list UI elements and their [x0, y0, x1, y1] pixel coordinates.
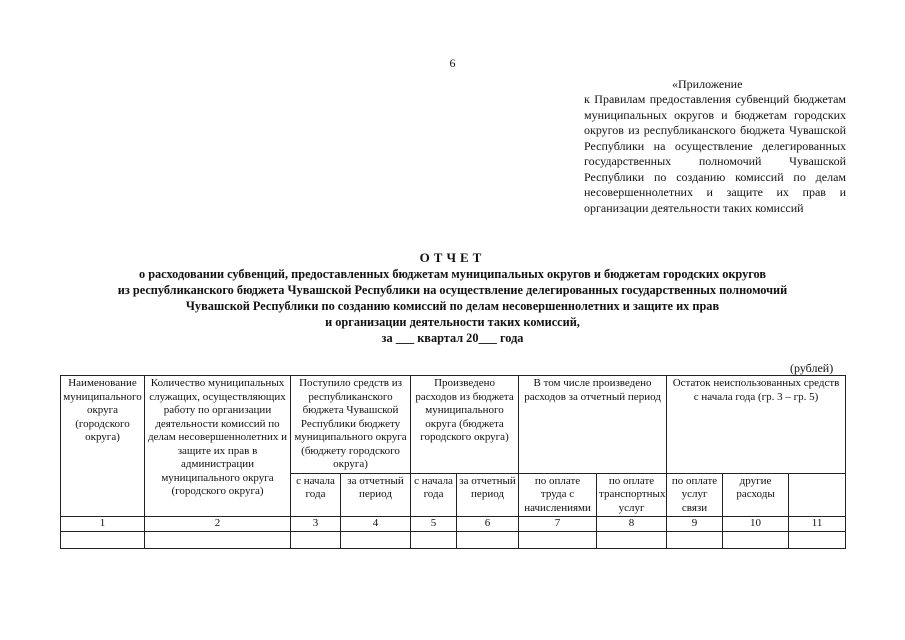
column-number: 8	[597, 517, 667, 532]
subtitle-line: о расходовании субвенций, предоставленных бюджетам муниципальных округов и бюджетам городских округов	[138, 267, 767, 281]
page-number: 6	[449, 56, 456, 70]
column-number: 4	[341, 517, 411, 532]
header-produced: Произведено расходов из бюджета муниципального округа (бюджета городского округа)	[411, 376, 519, 474]
table-cell	[145, 531, 291, 548]
header-received: Поступило средств из республиканского бюджета Чувашской Республики бюджету муниципального округа (бюджету городского округа)	[291, 376, 411, 474]
subheader-c11-blank	[789, 473, 846, 517]
column-number: 11	[789, 517, 846, 532]
table-cell	[789, 531, 846, 548]
subheader-c6: за отчетный период	[457, 473, 519, 517]
column-number-row	[61, 517, 846, 532]
subtitle-line: и организации деятельности таких комиссий,	[325, 315, 580, 329]
header-col1: Наименование муниципального округа (городского округа)	[61, 376, 145, 474]
table-cell	[457, 531, 519, 548]
subheader-c3: с начала года	[291, 473, 341, 517]
header-row	[61, 376, 846, 474]
table-row	[61, 531, 846, 548]
subheader-c10: другие расходы	[723, 473, 789, 517]
table-cell	[667, 531, 723, 548]
subheader-c5: с начала года	[411, 473, 457, 517]
table-cell	[597, 531, 667, 548]
report-subtitle	[60, 266, 845, 346]
column-number: 1	[61, 517, 145, 532]
report-table	[60, 375, 846, 549]
column-number: 6	[457, 517, 519, 532]
column-number: 3	[291, 517, 341, 532]
table-cell	[519, 531, 597, 548]
subheader-c8: по оплате транспортных услуг	[597, 473, 667, 517]
column-number: 2	[145, 517, 291, 532]
column-number: 7	[519, 517, 597, 532]
currency-note: (рублей)	[790, 361, 834, 375]
header-including: В том числе произведено расходов за отчетный период	[519, 376, 667, 474]
appendix-heading: «Приложение	[672, 77, 743, 91]
subheader-c4: за отчетный период	[341, 473, 411, 517]
subtitle-line: из республиканского бюджета Чувашской Республики на осуществление делегированных государственных полномочий	[117, 283, 788, 297]
subtitle-line: Чувашской Республики по созданию комиссий по делам несовершеннолетних и защите их прав	[185, 299, 720, 313]
header-col2: Количество муниципальных служащих, осуществляющих работу по организации деятельности комиссий по делам несовершеннолетних и защите их прав в администрации муниципального округа (городского округа)	[145, 376, 291, 517]
table-cell	[341, 531, 411, 548]
column-number: 10	[723, 517, 789, 532]
subheader-c9: по оплате услуг связи	[667, 473, 723, 517]
report-title: ОТЧЕТ	[419, 250, 486, 265]
table-cell	[291, 531, 341, 548]
subheader-col1-blank	[61, 473, 145, 517]
column-number: 9	[667, 517, 723, 532]
subtitle-line: за ___ квартал 20___ года	[381, 331, 524, 345]
header-remainder: Остаток неиспользованных средств с начала года (гр. 3 – гр. 5)	[667, 376, 846, 474]
subheader-c7: по оплате труда с начислениями	[519, 473, 597, 517]
table-cell	[723, 531, 789, 548]
appendix-body: к Правилам предоставления субвенций бюджетам муниципальных округов и бюджетам городских округов из республиканского бюджета Чувашской Республики на осуществление делегированных государственных полномочий Чувашской Республики по созданию комиссий по делам несовершеннолетних и защите их прав и организации деятельности таких комиссий	[584, 92, 846, 215]
table-cell	[411, 531, 457, 548]
column-number: 5	[411, 517, 457, 532]
table-cell	[61, 531, 145, 548]
